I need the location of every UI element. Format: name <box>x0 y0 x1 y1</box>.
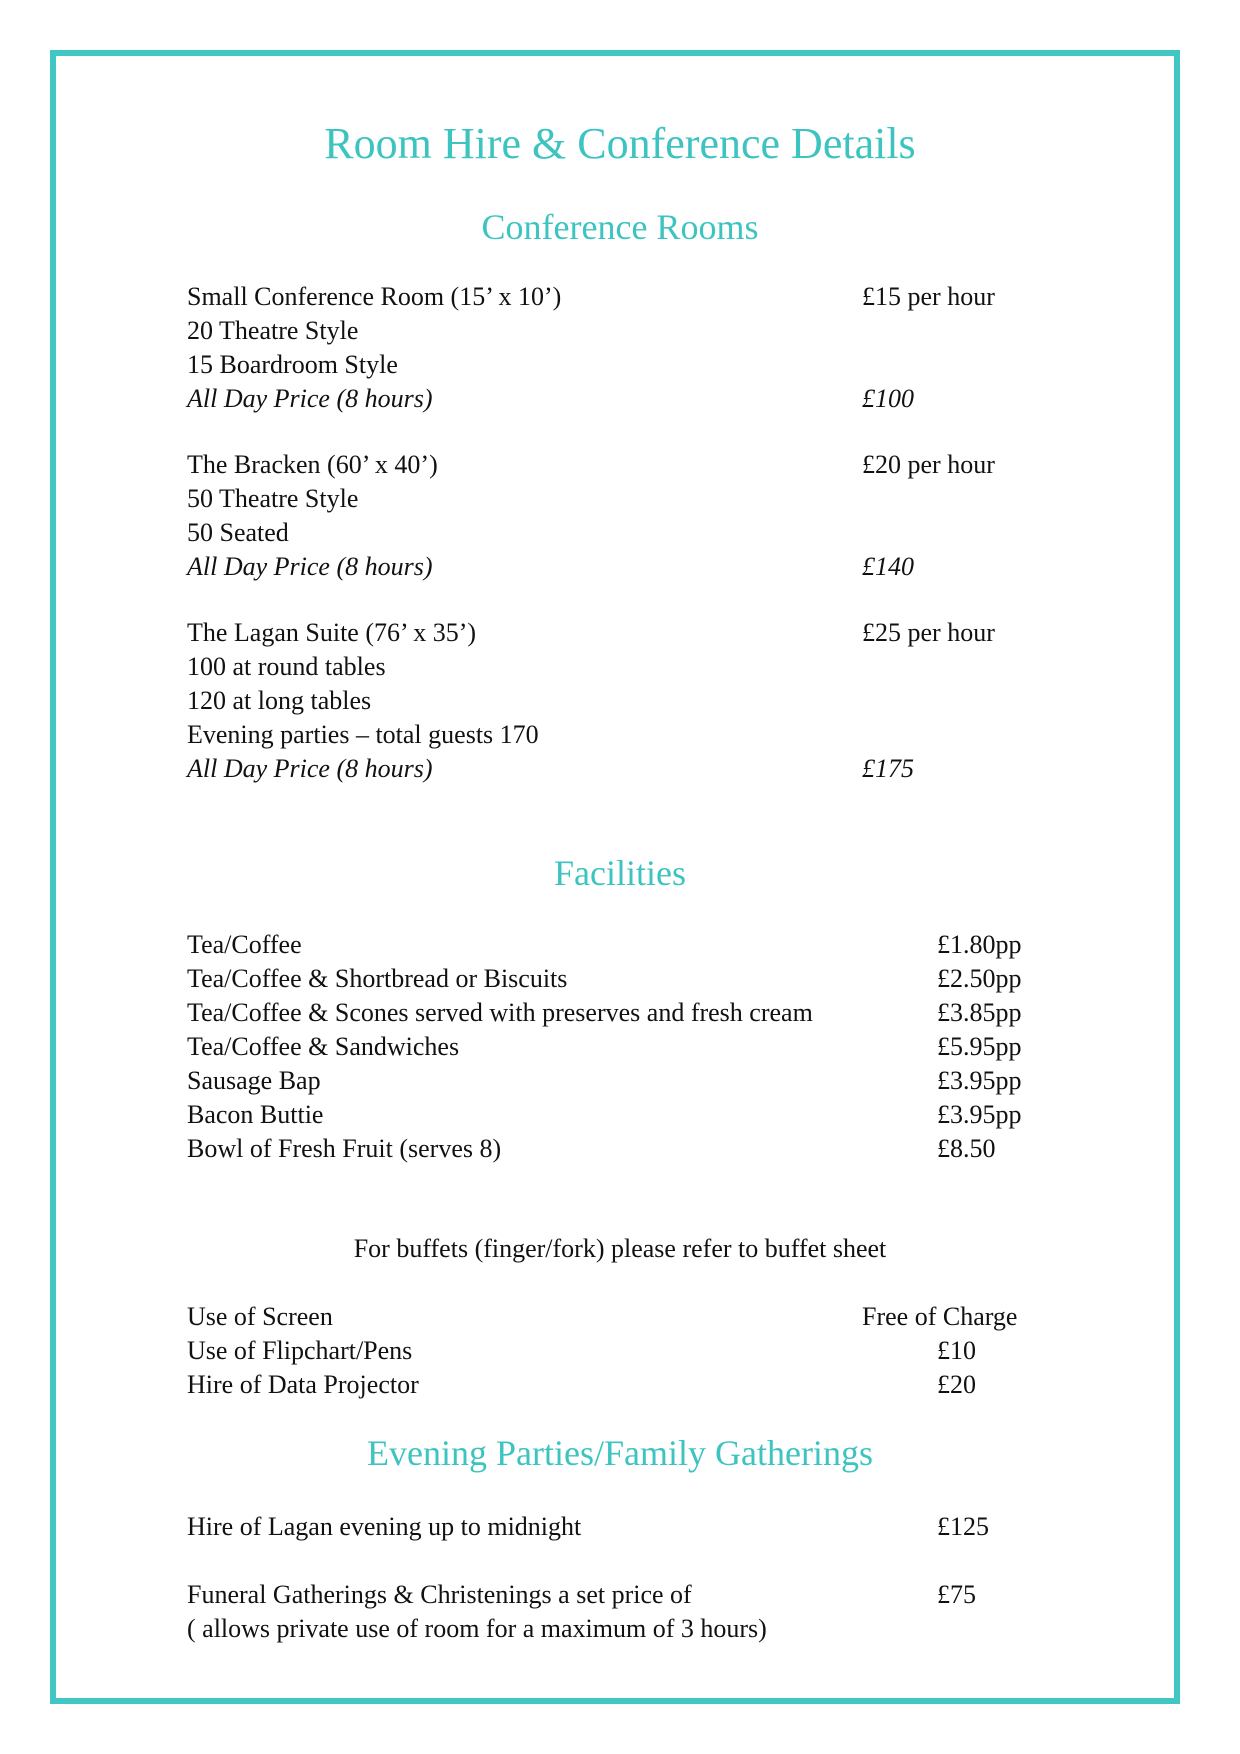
evening-item: Hire of Lagan evening up to midnight <box>187 1512 582 1541</box>
room-detail: 15 Boardroom Style <box>187 350 398 379</box>
facility-price: £8.50 <box>937 1134 996 1163</box>
all-day-price: £100 <box>862 384 914 413</box>
equipment-item: Hire of Data Projector <box>187 1370 419 1399</box>
all-day-label: All Day Price (8 hours) <box>187 754 433 783</box>
room-detail: 50 Theatre Style <box>187 484 359 513</box>
buffet-note: For buffets (finger/fork) please refer to buffet sheet <box>353 1234 887 1263</box>
evening-price: £75 <box>937 1580 976 1609</box>
room-detail: 120 at long tables <box>187 686 372 715</box>
facility-item: Tea/Coffee & Scones served with preserves and fresh cream <box>187 998 813 1027</box>
room-hourly-price: £15 per hour <box>862 282 995 311</box>
facility-item: Tea/Coffee & Sandwiches <box>187 1032 460 1061</box>
room-name: The Bracken (60’ x 40’) <box>187 450 438 479</box>
room-name: The Lagan Suite (76’ x 35’) <box>187 618 477 647</box>
facility-item: Sausage Bap <box>187 1066 321 1095</box>
equipment-item: Use of Screen <box>187 1302 333 1331</box>
room-detail: Evening parties – total guests 170 <box>187 720 539 749</box>
all-day-label: All Day Price (8 hours) <box>187 384 433 413</box>
room-name: Small Conference Room (15’ x 10’) <box>187 282 562 311</box>
room-hourly-price: £20 per hour <box>862 450 995 479</box>
equipment-price: Free of Charge <box>862 1302 1018 1331</box>
evening-price: £125 <box>937 1512 989 1541</box>
section-heading-conference-rooms: Conference Rooms <box>481 207 759 247</box>
room-detail: 100 at round tables <box>187 652 386 681</box>
facility-price: £3.95pp <box>937 1100 1022 1129</box>
equipment-price: £20 <box>937 1370 976 1399</box>
facility-item: Tea/Coffee & Shortbread or Biscuits <box>187 964 568 993</box>
equipment-item: Use of Flipchart/Pens <box>187 1336 413 1365</box>
facility-price: £2.50pp <box>937 964 1022 993</box>
equipment-price: £10 <box>937 1336 976 1365</box>
facility-price: £5.95pp <box>937 1032 1022 1061</box>
facility-item: Bowl of Fresh Fruit (serves 8) <box>187 1134 502 1163</box>
facility-price: £3.85pp <box>937 998 1022 1027</box>
facility-price: £3.95pp <box>937 1066 1022 1095</box>
facility-price: £1.80pp <box>937 930 1022 959</box>
room-hourly-price: £25 per hour <box>862 618 995 647</box>
room-detail: 20 Theatre Style <box>187 316 359 345</box>
section-heading-facilities: Facilities <box>554 853 686 893</box>
all-day-label: All Day Price (8 hours) <box>187 552 433 581</box>
evening-item: Funeral Gatherings & Christenings a set price of <box>187 1580 692 1609</box>
page-title: Room Hire & Conference Details <box>324 119 916 168</box>
facility-item: Tea/Coffee <box>187 930 302 959</box>
all-day-price: £175 <box>862 754 914 783</box>
facility-item: Bacon Buttie <box>187 1100 324 1129</box>
all-day-price: £140 <box>862 552 914 581</box>
room-detail: 50 Seated <box>187 518 289 547</box>
section-heading-evening: Evening Parties/Family Gatherings <box>367 1433 873 1473</box>
evening-note: ( allows private use of room for a maximum of 3 hours) <box>187 1614 767 1643</box>
